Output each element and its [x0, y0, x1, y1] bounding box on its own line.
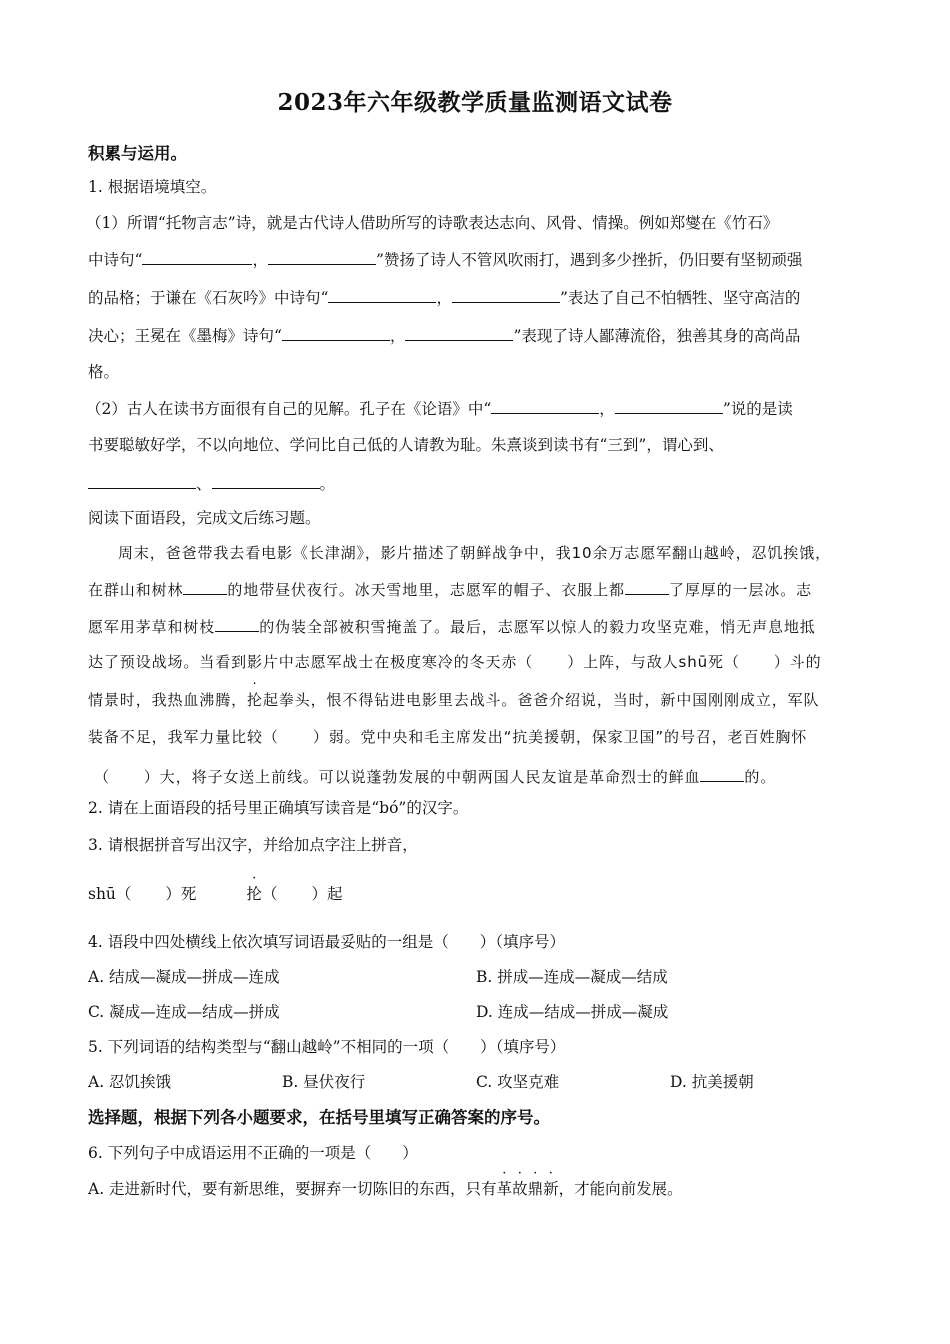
fill-blank[interactable] — [212, 471, 320, 489]
fill-blank[interactable] — [88, 471, 196, 489]
q5-option-b[interactable]: B. 昼伏夜行 — [282, 1073, 366, 1091]
q5-text: 5. 下列词语的结构类型与“翻山越岭”不相同的一项（ ）（填序号） — [88, 1038, 566, 1056]
passage-line5: 情景时，我热血沸腾，抡起拳头，恨不得钻进电影里去战斗。爸爸介绍说，当时，新中国刚刚成立，军队 — [88, 691, 820, 709]
dotted-char: 抡 — [246, 885, 262, 903]
q4-option-b[interactable]: B. 拼成—连成—凝成—结成 — [476, 968, 668, 986]
q1-p1-line1: （1）所谓“托物言志”诗，就是古代诗人借助所写的诗歌表达志向、风骨、情操。例如郑燮在《竹石》 — [86, 214, 779, 232]
dotted-char: 新 — [543, 1180, 559, 1198]
passage-line6: 装备不足，我军力量比较（ ）弱。党中央和毛主席发出“抗美援朝，保家卫国”的号召，老百姓胸怀 — [88, 728, 808, 746]
fill-blank[interactable] — [215, 614, 259, 632]
q4-option-a[interactable]: A. 结成—凝成—拼成—连成 — [88, 968, 280, 986]
q1-p1-line3: 的品格；于谦在《石灰吟》中诗句“ ， ”表达了自己不怕牺牲、坚守高洁的 — [88, 285, 800, 309]
q5-option-d[interactable]: D. 抗美援朝 — [670, 1073, 754, 1091]
q1-p2-line1: （2）古人在读书方面很有自己的见解。孔子在《论语》中“ ， ”说的是读 — [86, 396, 793, 420]
fill-blank[interactable] — [268, 247, 376, 265]
passage-line4: 达了预设战场。当看到影片中志愿军战士在极度寒冷的冬天赤（ ）上阵，与敌人shū死（ ）斗的 — [88, 653, 822, 671]
fill-blank[interactable] — [282, 323, 390, 341]
q4-option-d[interactable]: D. 连成—结成—拼成—凝成 — [476, 1003, 669, 1021]
q1-p2-line3: 、 。 — [88, 471, 335, 495]
q1-p1-line2: 中诗句“ ， ”赞扬了诗人不管风吹雨打，遇到多少挫折，仍旧要有坚韧顽强 — [88, 247, 802, 271]
passage-line3: 愿军用茅草和树枝 的伪装全部被积雪掩盖了。最后，志愿军以惊人的毅力攻坚克难，悄无声息地抵 — [88, 614, 816, 638]
q4-text: 4. 语段中四处横线上依次填写词语最妥贴的一组是（ ）（填序号） — [88, 933, 565, 951]
dotted-char: 抡 — [247, 691, 263, 709]
fill-blank[interactable] — [625, 577, 669, 595]
section-heading-accumulation: 积累与运用。 — [88, 144, 187, 163]
q4-option-c[interactable]: C. 凝成—连成—结成—拼成 — [88, 1003, 280, 1021]
fill-blank[interactable] — [328, 285, 436, 303]
fill-blank[interactable] — [700, 764, 744, 782]
passage-line7: （ ）大，将子女送上前线。可以说蓬勃发展的中朝两国人民友谊是革命烈士的鲜血 的。 — [94, 764, 776, 788]
q1-p1-line5: 格。 — [88, 363, 120, 381]
reading-intro: 阅读下面语段，完成文后练习题。 — [88, 509, 321, 527]
passage-line2: 在群山和树林 的地带昼伏夜行。冰天雪地里，志愿军的帽子、衣服上都 了厚厚的一层冰。志 — [88, 577, 812, 601]
fill-blank[interactable] — [491, 396, 599, 414]
fill-blank[interactable] — [452, 285, 560, 303]
q3-answers: shū（ ）死 抡（ ）起 — [88, 885, 343, 903]
q1-label: 1. 根据语境填空。 — [88, 178, 217, 196]
section-heading-choice: 选择题，根据下列各小题要求，在括号里填写正确答案的序号。 — [88, 1108, 550, 1127]
q5-option-c[interactable]: C. 攻坚克难 — [476, 1073, 560, 1091]
q6-option-a[interactable]: A. 走进新时代，要有新思维，要摒弃一切陈旧的东西，只有革故鼎新，才能向前发展。 — [88, 1180, 683, 1198]
q5-option-a[interactable]: A. 忍饥挨饿 — [88, 1073, 172, 1091]
fill-blank[interactable] — [142, 247, 252, 265]
dotted-char: 革 — [496, 1180, 513, 1198]
exam-title: 2023年六年级教学质量监测语文试卷 — [277, 89, 673, 116]
q2-text: 2. 请在上面语段的括号里正确填写读音是“bó”的汉字。 — [88, 799, 469, 817]
dotted-char: 故 — [512, 1180, 528, 1198]
q3-text: 3. 请根据拼音写出汉字，并给加点字注上拼音， — [88, 836, 418, 854]
q1-p2-line2: 书要聪敏好学，不以向地位、学问比自己低的人请教为耻。朱熹谈到读书有“三到”，谓心到、 — [88, 436, 724, 454]
fill-blank[interactable] — [615, 396, 723, 414]
passage-line1: 周末，爸爸带我去看电影《长津湖》，影片描述了朝鲜战争中，我10余万志愿军翻山越岭，忍饥挨饿， — [118, 544, 831, 562]
fill-blank[interactable] — [405, 323, 513, 341]
dotted-char: 鼎 — [527, 1180, 544, 1198]
q1-p1-line4: 决心；王冕在《墨梅》诗句“ ， ”表现了诗人鄙薄流俗，独善其身的高尚品 — [88, 323, 800, 347]
q6-text: 6. 下列句子中成语运用不正确的一项是（ ） — [88, 1144, 418, 1162]
fill-blank[interactable] — [183, 577, 227, 595]
